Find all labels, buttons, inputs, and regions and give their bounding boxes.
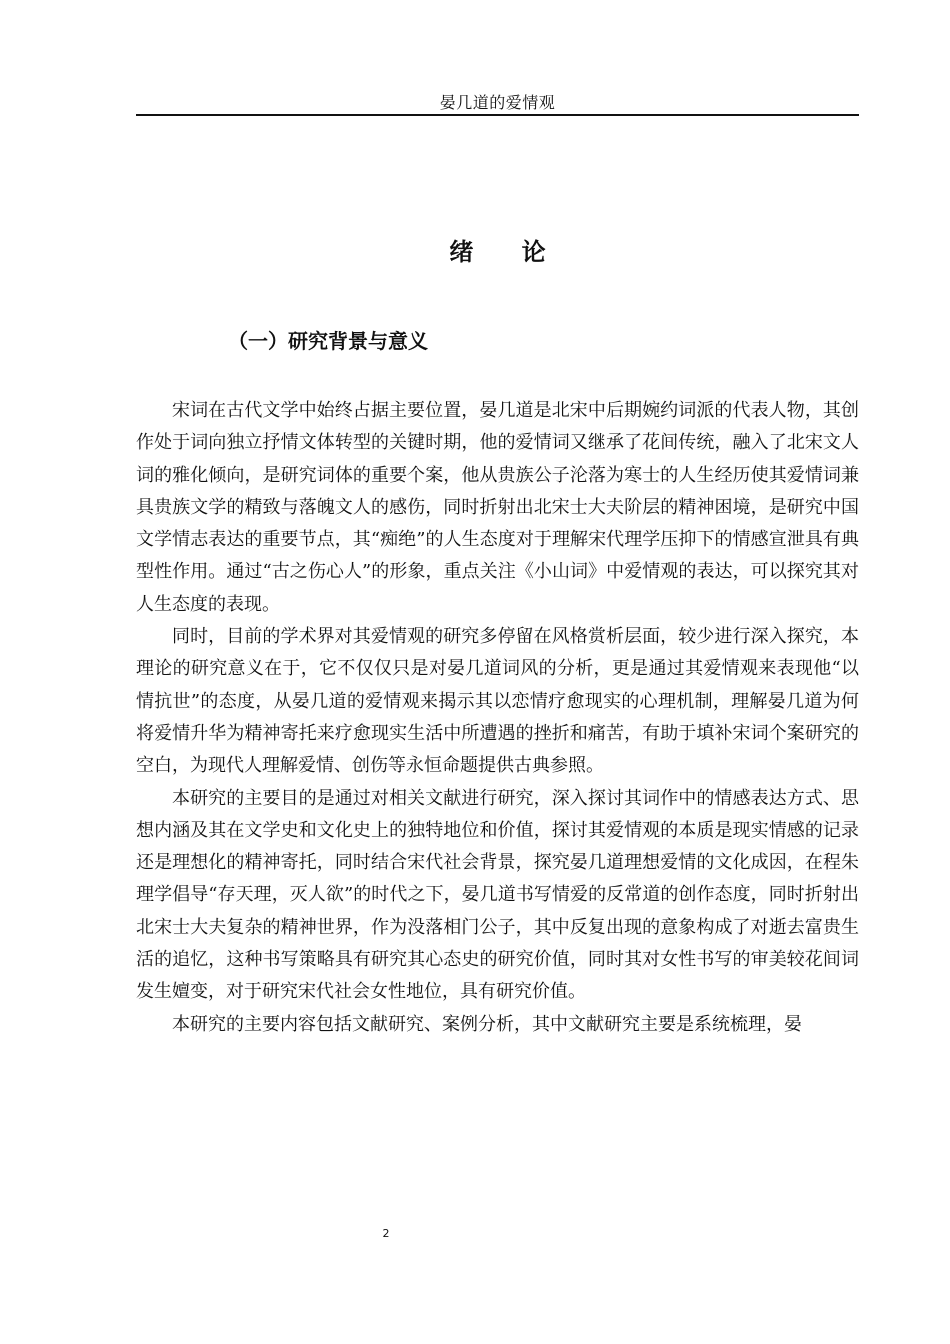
running-header: 晏几道的爱情观 xyxy=(439,93,556,112)
paragraph-background: 宋词在古代文学中始终占据主要位置，晏几道是北宋中后期婉约词派的代表人物，其创作处于词向独立抒情文体转型的关键时期，他的爱情词又继承了花间传统，融入了北宋文人词的雅化倾向，是研究词体的重要个案，他从贵族公子沦落为寒士的人生经历使其爱情词兼具贵族文学的精致与落魄文人的感伤，同时折射出北宋士大夫阶层的精神困境，是研究中国文学情志表达的重要节点，其“痴绝”的人生态度对于理解宋代理学压抑下的情感宣泄具有典型性作用。通过“古之伤心人”的形象，重点关注《小山词》中爱情观的表达，可以探究其对人生态度的表现。 xyxy=(136,400,859,615)
paragraph-objectives: 本研究的主要目的是通过对相关文献进行研究，深入探讨其词作中的情感表达方式、思想内涵及其在文学史和文化史上的独特地位和价值，探讨其爱情观的本质是现实情感的记录还是理想化的精神寄托，同时结合宋代社会背景，探究晏几道理想爱情的文化成因，在程朱理学倡导“存天理，灭人欲”的时代之下，晏几道书写情爱的反常道的创作态度，同时折射出北宋士大夫复杂的精神世界，作为没落相门公子，其中反复出现的意象构成了对逝去富贵生活的追忆，这种书写策略具有研究其心态史的研究价值，同时其对女性书写的审美较花间词发生嬗变，对于研究宋代社会女性地位，具有研究价值。 xyxy=(136,787,859,1003)
header-rule xyxy=(136,114,859,116)
paragraph-content: 本研究的主要内容包括文献研究、案例分析，其中文献研究主要是系统梳理，晏 xyxy=(172,1013,802,1035)
paragraph-significance: 同时，目前的学术界对其爱情观的研究多停留在风格赏析层面，较少进行深入探究，本理论的研究意义在于，它不仅仅只是对晏几道词风的分析，更是通过其爱情观来表现他“以情抗世”的态度，从晏几道的爱情观来揭示其以恋情疗愈现实的心理机制，理解晏几道为何将爱情升华为精神寄托来疗愈现实生活中所遭遇的挫折和痛苦，有助于填补宋词个案研究的空白，为现代人理解爱情、创伤等永恒命题提供古典参照。 xyxy=(136,626,859,777)
page-number: 2 xyxy=(382,1227,390,1240)
section-heading: （一）研究背景与意义 xyxy=(228,329,428,353)
body-text xyxy=(136,395,859,1041)
chapter-title: 绪 论 xyxy=(449,238,566,266)
